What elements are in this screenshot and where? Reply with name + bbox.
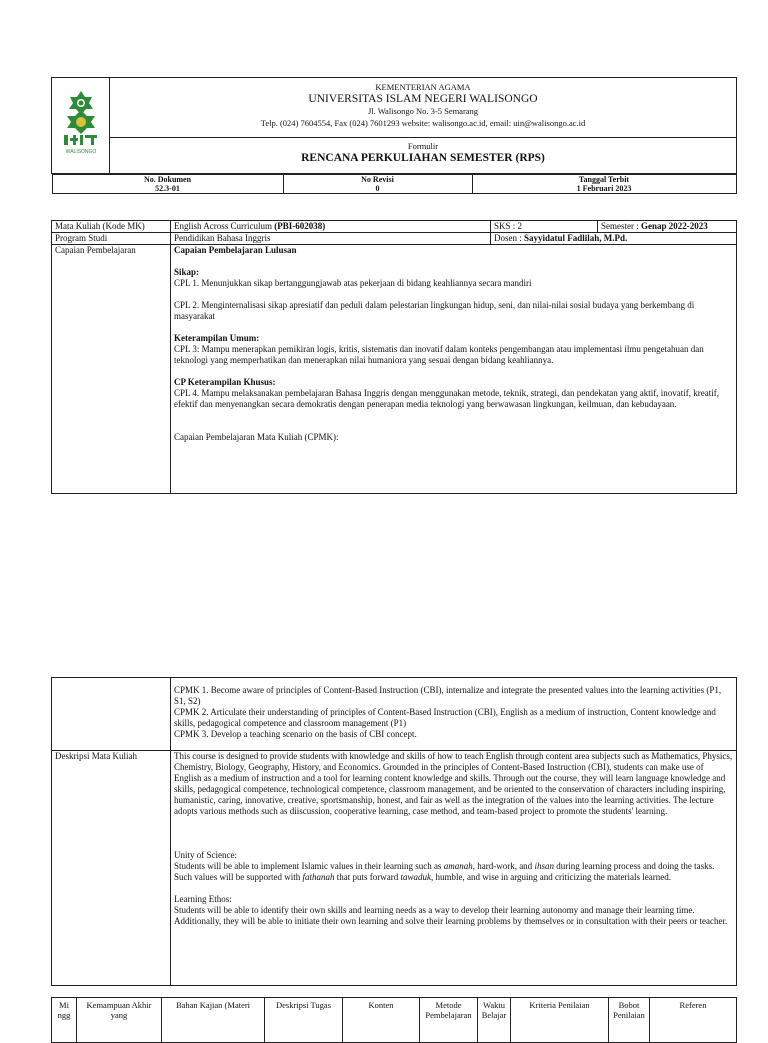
lecturer-label: Dosen : (494, 233, 524, 243)
unity-of-science-text: Students will be able to implement Islamic values in their learning such as amanah, hard-work, and ihsan during learning process and doing the tasks. Such values will be supported with fathanah that puts forward tawaduk, humble, and wise in arguing and criticizing the materials learned. (174, 861, 715, 882)
doc-number-value: 52.3-01 (155, 184, 180, 193)
general-skills-heading: Keterampilan Umum: (174, 333, 260, 343)
col-task-description: Deskripsi Tugas (265, 998, 343, 1043)
form-label: Formulir (407, 141, 439, 151)
logo-cell (52, 78, 110, 174)
schedule-table-header (51, 997, 737, 1043)
course-description-table (51, 677, 737, 986)
unity-of-science-heading: Unity of Science: (174, 850, 237, 860)
issue-date-value: 1 Februari 2023 (576, 184, 632, 193)
col-final-ability: Kemampuan Akhir yang (77, 998, 162, 1043)
lecturer-cell (491, 233, 737, 245)
description-content (171, 751, 737, 986)
course-description: This course is designed to provide students with knowledge and skills of how to teach English through content area subjects such as Mathematics, Physics, Chemistry, Biology, Geography, History, and Economics. Grounded in the principles of Content-Based Instruction (CBI), students can make use of English as a medium of instruction and a tool for learning content knowledge and skills. Through out the course, they will learn language knowledge and skills, pedagogical competence, technological competence, classroom management, and be oriented to the conservation of characters including inspiring, humanistic, caring, innovative, creative, sportsmanship, honest, and fair as well as the integration of the values into the learning activities. The lecture adopts various methods such as diiscussion, cooperative learning, case method, and team-based project to promote the students' learning. (174, 751, 733, 816)
col-assessment-criteria: Kriteria Penilaian (511, 998, 609, 1043)
revision-cell (283, 175, 472, 194)
cpmk-3: CPMK 3. Develop a teaching scenario on the basis of CBI concept. (174, 729, 417, 739)
col-study-material: Bahan Kajian (Materi (162, 998, 265, 1043)
document-meta (52, 174, 737, 194)
lecturer-name: Sayyidatul Fadlilah, M.Pd. (524, 233, 628, 243)
course-table (51, 220, 737, 494)
form-title-cell (110, 138, 737, 174)
col-study-time: Waktu Belajar (478, 998, 511, 1043)
semester-label: Semester : (601, 221, 641, 231)
cp-label: Capaian Pembelajaran (52, 245, 171, 494)
prodi-label: Program Studi (52, 233, 171, 245)
col-references: Referen (650, 998, 737, 1043)
cp-content (171, 245, 737, 494)
university-name: UNIVERSITAS ISLAM NEGERI WALISONGO (308, 93, 538, 105)
cpl-3: CPL 3: Mampu menerapkan pemikiran logis, kritis, sistematis dan inovatif dalam konteks pengembangan atau implementasi ilmu pengetahuan dan teknologi yang memperhatikan dan menerapkan nilai humaniora yang sesuai dengan bidang keahliannya. (174, 344, 704, 365)
col-learning-method: Metode Pembelajaran (420, 998, 478, 1043)
institution-info (110, 78, 737, 138)
revision-value: 0 (375, 184, 380, 193)
course-name-cell (171, 221, 491, 233)
issue-date-cell (472, 175, 736, 194)
sikap-heading: Sikap: (174, 267, 200, 277)
svg-text:WALISONGO: WALISONGO (65, 149, 96, 155)
cpmk-heading: Capaian Pembelajaran Mata Kuliah (CPMK): (174, 432, 339, 442)
description-label: Deskripsi Mata Kuliah (52, 751, 171, 986)
prodi-value: Pendidikan Bahasa Inggris (171, 233, 491, 245)
cpmk-list (171, 678, 737, 751)
course-label: Mata Kuliah (Kode MK) (52, 221, 171, 233)
revision-label: No Revisi (361, 175, 394, 184)
col-week: Mi ngg (52, 998, 77, 1043)
col-content: Konten (343, 998, 420, 1043)
doc-number-label: No. Dokumen (143, 175, 192, 184)
cpl-heading: Capaian Pembelajaran Lulusan (174, 245, 297, 255)
issue-date-label: Tanggal Terbit (578, 175, 630, 184)
document-header (51, 77, 737, 194)
learning-ethos-heading: Learning Ethos: (174, 894, 232, 904)
cpl-2: CPL 2. Menginternalisasi sikap apresiatif dan peduli dalam pelestarian lingkungan hidup, seni, dan nilai-nilai sosial budaya yang berkembang di masyarakat (174, 300, 695, 321)
cpl-1: CPL 1. Menunjukkan sikap bertanggungjawab atas pekerjaan di bidang keahliannya secara mandiri (174, 278, 532, 288)
special-skills-heading: CP Keterampilan Khusus: (174, 377, 276, 387)
sks-cell: SKS : 2 (491, 221, 598, 233)
cpmk-2: CPMK 2. Articulate their understanding of principles of Content-Based Instruction (CBI), English as a medium of instruction, Content knowledge and skills, pedagogical competence and classroom management (P1) (174, 707, 716, 728)
university-address: Jl. Walisongo No. 3-5 Semarang (367, 106, 479, 116)
cpl-4: CPL 4. Mampu melaksanakan pembelajaran Bahasa Inggris dengan menggunakan metode, teknik, strategi, dan pendekatan yang aktif, inovatif, kreatif, efektif dan menyenangkan secara demokratis dengan penerapan media teknologi yang berwawasan lingkungan, keilmuan, dan kebudayaan. (174, 388, 719, 409)
cpmk-1: CPMK 1. Become aware of principles of Content-Based Instruction (CBI), internalize and integrate the presented values into the learning activities (P1, S1, S2) (174, 685, 722, 706)
course-code: (PBI-602038) (274, 221, 326, 231)
semester-cell (598, 221, 737, 233)
ministry-name: KEMENTERIAN AGAMA (375, 82, 471, 92)
doc-number-cell (52, 175, 283, 194)
col-assessment-weight: Bobot Penilaian (609, 998, 650, 1043)
cpmk-label-empty (52, 678, 171, 751)
course-name: English Across Curriculum (174, 221, 275, 231)
learning-ethos-text: Students will be able to identify their own skills and learning needs as a way to develop their learning autonomy and manage their learning time. Additionally, they will be able to initiate their own learning and solve their learning problems by themselves or in consultation with their peers or teacher. (174, 905, 728, 926)
university-contact: Telp. (024) 7604554, Fax (024) 7601293 website: walisongo.ac.id, email: uin@walisongo.ac.id (260, 118, 586, 128)
semester-value: Genap 2022-2023 (641, 221, 708, 231)
form-title: RENCANA PERKULIAHAN SEMESTER (RPS) (301, 152, 545, 164)
university-logo-icon (58, 88, 104, 158)
